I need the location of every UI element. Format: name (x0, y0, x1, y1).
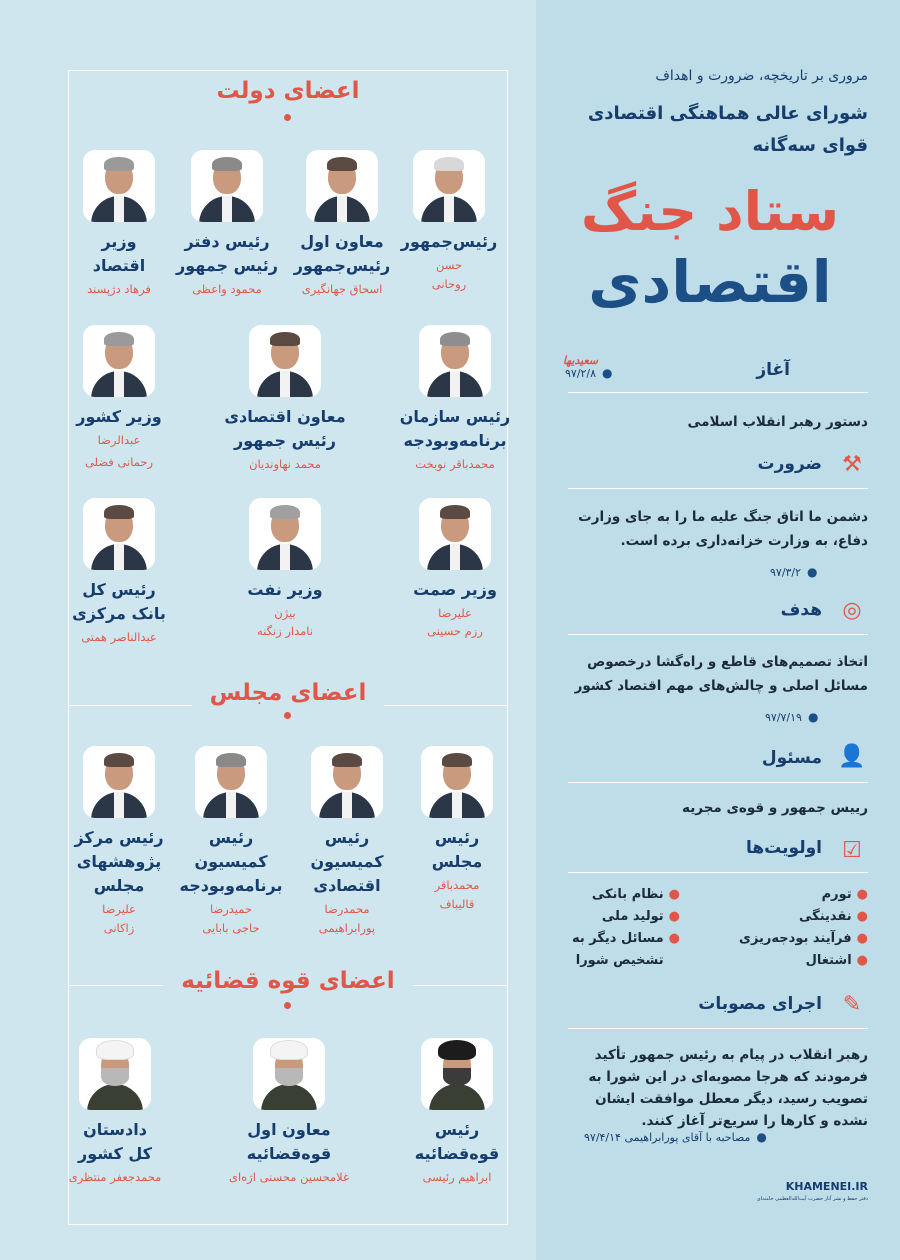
member-name: روحانی (431, 277, 467, 291)
person-icon: 👤 (838, 744, 866, 769)
member-name: رحمانی فضلی (84, 455, 154, 469)
goal-heading: هدف (780, 600, 822, 620)
member-card (220, 325, 350, 475)
intro-subtitle: مروری بر تاریخچه، ضرورت و اهداف (655, 68, 868, 84)
document-edit-icon: ✎ (842, 992, 862, 1017)
member-title: معاون اول (300, 232, 384, 251)
member-title: کمیسیون (310, 852, 384, 871)
portrait-photo (191, 150, 263, 222)
list-item: ●تولید ملی (601, 909, 680, 924)
member-title: رئیس (324, 828, 370, 847)
member-title: مجلس (431, 852, 483, 871)
logo-subtitle: دفتر حفظ و نشر آثار حضرت آیت‌الله‌العظمی خامنه‌ای (756, 1196, 868, 1202)
section-dot (284, 712, 291, 719)
list-item: ●اشتغال (805, 953, 868, 968)
checklist-icon: ☑ (842, 838, 862, 863)
member-title: قوه‌قضائیه (246, 1144, 332, 1163)
start-heading: آغاز (756, 360, 790, 380)
member-name: عبدالرضا (97, 433, 141, 447)
list-item: ●مسائل دیگر به (571, 931, 680, 946)
portrait-photo (195, 746, 267, 818)
member-title: اقتصادی (313, 876, 381, 895)
member-name: نامدار زنگنه (256, 624, 314, 638)
member-title: کل کشور (78, 1144, 152, 1163)
member-title: وزیر کشور (76, 407, 162, 426)
member-name: پورابراهیمی (318, 921, 376, 935)
list-item: ●تورم (821, 887, 868, 902)
member-card (50, 1038, 180, 1188)
portrait-photo (419, 498, 491, 570)
portrait-photo (83, 325, 155, 397)
portrait-photo (421, 746, 493, 818)
priority-list-1 (739, 884, 868, 972)
member-title: رئیس‌جمهور (293, 256, 391, 275)
member-title: رئیس دفتر (184, 232, 270, 251)
member-name: ابراهیم رئیسی (422, 1170, 492, 1184)
member-card (224, 1038, 354, 1188)
list-item: ●نقدینگی (799, 909, 868, 924)
member-title: رئیس جمهور (176, 256, 278, 275)
section-line (568, 872, 868, 873)
member-name: حاجی بابایی (202, 921, 260, 935)
goal-text: اتخاذ تصمیم‌های قاطع و راه‌گشا درخصوص مسائل اصلی و چالش‌های مهم اقتصاد کشور (574, 654, 868, 694)
section-dot (284, 1002, 291, 1009)
intro-council-name: شورای عالی هماهنگی اقتصادی (587, 103, 868, 124)
portrait-photo (253, 1038, 325, 1110)
government-section-title: اعضای دولت (68, 78, 508, 104)
member-title: پژوهشهای (76, 852, 162, 871)
signature-seal: سعیدیها (562, 354, 598, 367)
member-title: اقتصاد (92, 256, 146, 275)
member-card (54, 150, 184, 300)
member-name: علیرضا (438, 606, 472, 620)
list-item: تشخیص شورا (575, 953, 664, 968)
start-text: دستور رهبر انقلاب اسلامی (687, 414, 868, 430)
member-name: محمدجعفر منتظری (68, 1170, 162, 1184)
member-title: وزیر نفت (247, 580, 323, 599)
member-title: برنامه‌وبودجه (179, 876, 283, 895)
member-card (390, 325, 520, 475)
member-card (392, 1038, 522, 1188)
member-name: حمیدرضا (209, 902, 253, 916)
intro-three-powers: قوای سه‌گانه (752, 135, 868, 156)
judiciary-section-title: اعضای قوه قضائیه (68, 968, 508, 994)
member-card (54, 325, 184, 473)
site-logo[interactable]: KHAMENEI.IR (785, 1180, 868, 1193)
portrait-photo (419, 325, 491, 397)
member-title: دادستان (83, 1120, 147, 1139)
priority-list-2 (572, 884, 680, 972)
section-line (568, 782, 868, 783)
member-title: کمیسیون (194, 852, 268, 871)
main-title-line2: اقتصادی (588, 248, 832, 316)
member-name: محمود واعظی (192, 282, 262, 296)
goal-date: ●۹۷/۷/۱۹ (765, 710, 819, 724)
member-title: بانک مرکزی (72, 604, 166, 623)
list-item: ●فرآیند بودجه‌ریزی (739, 931, 868, 946)
member-name: محمدباقر نوبخت (415, 457, 495, 471)
section-dot (284, 114, 291, 121)
member-title: قوه‌قضائیه (414, 1144, 500, 1163)
member-title: وزیر صمت (413, 580, 497, 599)
portrait-photo (79, 1038, 151, 1110)
member-card (54, 498, 184, 648)
member-name: محمدباقر (434, 878, 480, 892)
target-icon: ◎ (842, 598, 862, 623)
portrait-photo (83, 746, 155, 818)
member-title: رئیس‌جمهور (400, 232, 498, 251)
section-line (568, 392, 868, 393)
portrait-photo (413, 150, 485, 222)
member-card (282, 746, 412, 936)
member-name: رزم حسینی (427, 624, 483, 638)
member-card (220, 498, 350, 638)
member-title: رئیس کل (82, 580, 156, 599)
member-name: غلامحسین محسنی اژه‌ای (228, 1170, 350, 1184)
necessity-icon: ⚒ (842, 452, 862, 477)
member-title: رئیس (434, 828, 480, 847)
portrait-photo (249, 498, 321, 570)
member-name: زاکانی (103, 921, 135, 935)
section-line (568, 1028, 868, 1029)
member-name: حسن (435, 258, 463, 272)
section-line (568, 488, 868, 489)
member-name: اسحاق جهانگیری (301, 282, 383, 296)
portrait-photo (311, 746, 383, 818)
member-title: رئیس (208, 828, 254, 847)
portrait-photo (249, 325, 321, 397)
member-title: برنامه‌وبودجه (403, 431, 507, 450)
member-name: فرهاد دژپسند (87, 282, 151, 296)
parliament-section-title: اعضای مجلس (68, 680, 508, 706)
start-date: ●۹۷/۲/۸ (565, 366, 613, 380)
member-title: معاون اول (247, 1120, 331, 1139)
priorities-heading: اولویت‌ها (746, 838, 822, 858)
portrait-photo (83, 150, 155, 222)
member-name: علیرضا (102, 902, 136, 916)
responsible-text: رییس جمهور و قوه‌ی مجریه (682, 800, 868, 816)
member-name: محمد نهاوندیان (249, 457, 321, 471)
member-name: محمدرضا (324, 902, 370, 916)
member-card (277, 150, 407, 300)
member-title: مجلس (93, 876, 145, 895)
necessity-text: دشمن ما اتاق جنگ علیه ما را به جای وزارت دفاع، به وزارت خزانه‌داری برده است. (578, 509, 868, 549)
execution-text: رهبر انقلاب در پیام به رئیس جمهور تأکید فرمودند که هرجا مصوبه‌ای در این شورا به تصویب رسید، دیگر معطل موافقت ایشان نشده و کارها را سریع‌تر آغاز کنند. (588, 1047, 868, 1129)
member-name: عبدالناصر همتی (81, 630, 157, 644)
member-title: رئیس مرکز (74, 828, 164, 847)
member-title: رئیس سازمان (399, 407, 511, 426)
list-item: ●نظام بانکی (591, 887, 680, 902)
member-title: معاون اقتصادی (224, 407, 346, 426)
member-card (54, 746, 184, 936)
portrait-photo (421, 1038, 493, 1110)
member-card (166, 746, 296, 936)
execution-source: ●مصاحبه با آقای پورابراهیمی ۹۷/۴/۱۴ (584, 1130, 767, 1144)
portrait-photo (306, 150, 378, 222)
necessity-date: ●۹۷/۳/۲ (770, 565, 818, 579)
member-title: رئیس (434, 1120, 480, 1139)
member-name: بیژن (274, 606, 296, 620)
member-title: وزیر (101, 232, 137, 251)
member-title: رئیس جمهور (234, 431, 336, 450)
member-card (390, 498, 520, 638)
responsible-heading: مسئول (761, 748, 822, 768)
necessity-heading: ضرورت (757, 454, 822, 474)
portrait-photo (83, 498, 155, 570)
execution-heading: اجرای مصوبات (698, 994, 822, 1014)
member-name: قالیباف (439, 897, 475, 911)
main-title-line1: ستاد جنگ (580, 180, 840, 243)
section-line (568, 634, 868, 635)
